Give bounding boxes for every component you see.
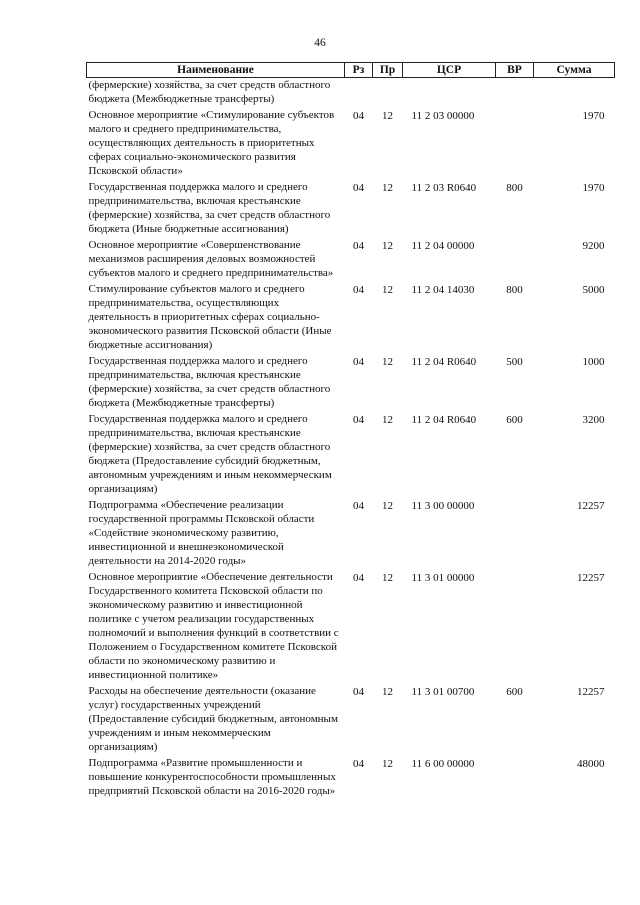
table-row [87,570,615,684]
table-header [87,63,615,78]
cell-name: Государственная поддержка малого и среднего предпринимательства, включая крестьянские (фермерские) хозяйства, за счет средств областного бюджета (Предоставление субсидий бюджетным, автономным учреждениям и иным некоммерческим организациям) [88,413,332,495]
header-pr: Пр [373,63,403,78]
cell-pr: 12 [382,110,393,122]
cell-sum: 3200 [582,414,605,426]
cell-csr: 11 3 00 00000 [411,500,475,512]
cell-csr: 11 2 04 R0640 [411,356,477,368]
cell-rz: 04 [353,110,364,122]
cell-csr: 11 2 04 14030 [411,284,475,296]
cell-name: Государственная поддержка малого и среднего предпринимательства, включая крестьянские (фермерские) хозяйства, за счет средств областного бюджета (Межбюджетные трансферты) [88,355,331,409]
cell-csr: 11 2 03 R0640 [411,182,477,194]
cell-name: Основное мероприятие «Обеспечение деятельности Государственного комитета Псковской области по экономическому развитию и инвестиционной политике с учетом реализации государственных полномочий и выполнения функций в соответствии с Положением о Государственном комитете Псковской области по экономическому развитию и инвестиционной политике» [88,571,339,681]
cell-vr [496,78,534,109]
cell-sum: 48000 [577,758,605,770]
cell-rz: 04 [353,572,364,584]
page-number: 46 [314,37,326,49]
cell-rz: 04 [353,500,364,512]
table-row [87,282,615,354]
header-rz: Рз [345,63,373,78]
budget-table [86,62,615,800]
cell-sum [534,78,615,109]
cell-csr: 11 2 04 R0640 [411,414,477,426]
cell-name: Расходы на обеспечение деятельности (оказание услуг) государственных учреждений (Предоставление субсидий бюджетным, автономным учреждениям и иным некоммерческим организациям) [88,685,338,753]
header-csr: ЦСР [403,63,496,78]
cell-csr: 11 3 01 00000 [411,572,475,584]
header-vr: ВР [496,63,534,78]
cell-pr: 12 [382,758,393,770]
cell-sum: 9200 [582,240,605,252]
cell-sum: 12257 [577,686,605,698]
table-row [87,238,615,282]
cell-csr: 11 6 00 00000 [411,758,475,770]
cell-pr [373,78,403,109]
cell-csr: 11 2 03 00000 [411,110,475,122]
header-sum: Сумма [534,63,615,78]
cell-rz: 04 [353,356,364,368]
table-row [87,412,615,498]
table-row [87,180,615,238]
cell-csr: 11 3 01 00700 [411,686,475,698]
cell-vr: 800 [506,284,523,296]
cell-vr: 800 [506,182,523,194]
table-row [87,78,615,109]
cell-sum: 12257 [577,500,605,512]
cell-name: Стимулирование субъектов малого и среднего предпринимательства, осуществляющих деятельность в приоритетных сферах социально-экономического развития Псковской области (Иные бюджетные ассигнования) [88,283,332,351]
cell-pr: 12 [382,572,393,584]
cell-vr [496,570,534,684]
cell-name: (фермерские) хозяйства, за счет средств областного бюджета (Межбюджетные трансферты) [88,79,331,105]
header-name: Наименование [87,63,345,78]
cell-rz [345,78,373,109]
cell-sum: 1970 [582,182,605,194]
cell-pr: 12 [382,414,393,426]
cell-rz: 04 [353,414,364,426]
table-row [87,756,615,800]
cell-pr: 12 [382,182,393,194]
cell-rz: 04 [353,240,364,252]
cell-sum: 1970 [582,110,605,122]
cell-csr: 11 2 04 00000 [411,240,475,252]
cell-vr [496,108,534,180]
cell-rz: 04 [353,686,364,698]
cell-pr: 12 [382,686,393,698]
cell-name: Основное мероприятие «Стимулирование субъектов малого и среднего предпринимательства, осуществляющих деятельность в приоритетных сферах социально-экономического развития Псковской области» [88,109,335,177]
table-row [87,684,615,756]
cell-sum: 5000 [582,284,605,296]
cell-vr: 600 [506,686,523,698]
cell-vr [496,756,534,800]
cell-rz: 04 [353,182,364,194]
cell-rz: 04 [353,284,364,296]
cell-vr: 500 [506,356,523,368]
cell-name: Основное мероприятие «Совершенствование механизмов расширения деловых возможностей субъектов малого и среднего предпринимательства» [88,239,334,279]
cell-sum: 12257 [577,572,605,584]
table-row [87,108,615,180]
cell-name: Подпрограмма «Обеспечение реализации государственной программы Псковской области «Содействие экономическому развитию, инвестиционной и внешнеэкономической деятельности на 2014-2020 годы» [88,499,315,567]
table-row [87,498,615,570]
cell-rz: 04 [353,758,364,770]
cell-sum: 1000 [582,356,605,368]
cell-pr: 12 [382,284,393,296]
table-row [87,354,615,412]
cell-name: Государственная поддержка малого и среднего предпринимательства, включая крестьянские (фермерские) хозяйства, за счет средств областного бюджета (Иные бюджетные ассигнования) [88,181,331,235]
cell-vr: 600 [506,414,523,426]
cell-pr: 12 [382,240,393,252]
cell-csr [403,78,496,109]
cell-vr [496,498,534,570]
cell-pr: 12 [382,500,393,512]
cell-vr [496,238,534,282]
cell-name: Подпрограмма «Развитие промышленности и повышение конкурентоспособности промышленных предприятий Псковской области на 2016-2020 годы» [88,757,336,797]
table-body [87,78,615,801]
cell-pr: 12 [382,356,393,368]
